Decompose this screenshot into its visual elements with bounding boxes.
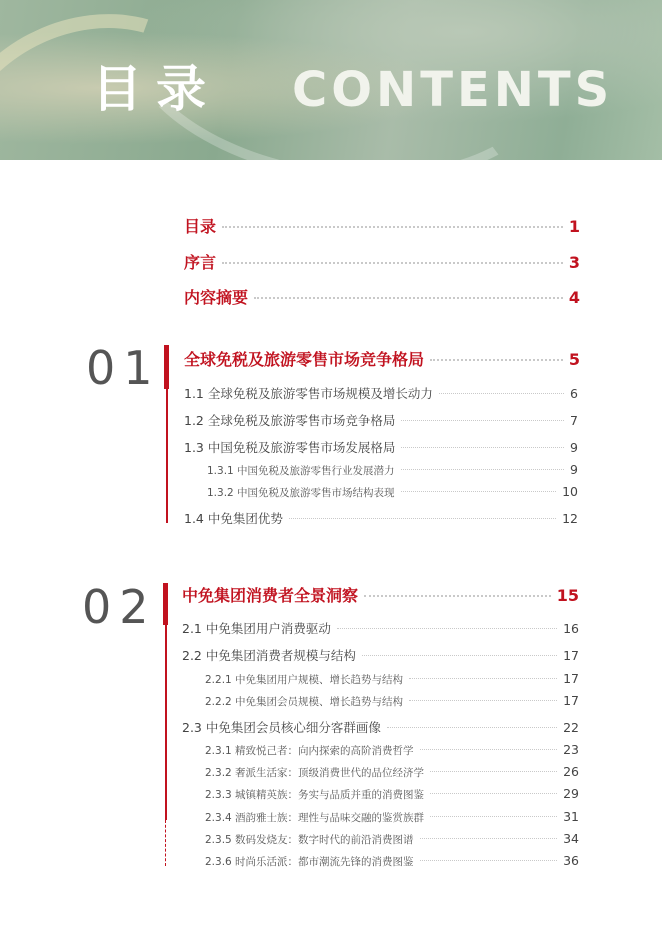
toc-page-number: 7	[570, 413, 578, 428]
toc-entry-front[interactable]	[184, 250, 580, 273]
dot-leader	[387, 727, 557, 728]
dot-leader	[289, 518, 556, 519]
toc-entry[interactable]	[184, 438, 578, 456]
dot-leader	[409, 700, 557, 701]
dot-leader	[362, 655, 557, 656]
section-guide-line	[165, 625, 167, 820]
toc-subentry[interactable]	[205, 671, 579, 687]
toc-entry[interactable]	[182, 718, 579, 736]
toc-entry-label: 2.2.2 中免集团会员规模、增长趋势与结构	[205, 696, 404, 708]
toc-entry-label: 目录	[184, 217, 217, 236]
toc-subentry[interactable]	[207, 462, 578, 478]
toc-entry-label: 2.1 中免集团用户消费驱动	[182, 621, 331, 636]
toc-section-heading[interactable]	[184, 347, 580, 370]
dot-leader	[430, 816, 557, 817]
toc-page-number: 31	[563, 809, 579, 824]
dot-leader	[430, 793, 557, 794]
toc-page-number: 17	[563, 693, 579, 708]
section-number: 02	[82, 580, 157, 634]
toc-page-number: 10	[562, 484, 578, 499]
dot-leader	[430, 359, 563, 361]
toc-entry-label: 2.2.1 中免集团用户规模、增长趋势与结构	[205, 674, 404, 686]
section-number: 01	[86, 341, 161, 395]
toc-entry[interactable]	[182, 646, 579, 664]
toc-page-number: 29	[563, 786, 579, 801]
dot-leader	[409, 678, 557, 679]
toc-entry-label: 2.3.5 数码发烧友：数字时代的前沿消费图谱	[205, 834, 414, 846]
toc-subentry[interactable]	[205, 786, 579, 802]
toc-entry-label: 中免集团消费者全景洞察	[182, 586, 359, 605]
toc-subentry[interactable]	[205, 853, 579, 869]
dot-leader	[364, 595, 551, 597]
toc-page-number: 3	[568, 253, 580, 272]
toc-page-number: 15	[556, 586, 579, 605]
toc-entry-front[interactable]	[184, 285, 580, 308]
toc-entry-label: 1.3.2 中国免税及旅游零售市场结构表现	[207, 487, 395, 499]
toc-page-number: 17	[563, 671, 579, 686]
toc-entry-label: 1.2 全球免税及旅游零售市场竞争格局	[184, 413, 396, 428]
page-title-cn: 目录	[92, 60, 220, 118]
toc-entry-label: 2.3.3 城镇精英族：务实与品质并重的消费图鉴	[205, 789, 425, 801]
toc-entry-label: 2.3.2 奢派生活家：顶级消费世代的品位经济学	[205, 767, 425, 779]
toc-entry-label: 序言	[184, 253, 217, 272]
toc-entry-front[interactable]	[184, 214, 580, 237]
toc-page-number: 36	[563, 853, 579, 868]
toc-entry[interactable]	[184, 384, 578, 402]
toc-entry[interactable]	[182, 619, 579, 637]
section-guide-line-dashed	[165, 820, 166, 866]
toc-page-number: 12	[562, 511, 578, 526]
toc-entry-label: 2.3.1 精致悦己者：向内探索的高阶消费哲学	[205, 745, 414, 757]
toc-entry-label: 2.3.4 酒韵雅士族：理性与品味交融的鉴赏族群	[205, 812, 425, 824]
toc-page-number: 17	[563, 648, 579, 663]
toc-page-number: 9	[570, 440, 578, 455]
dot-leader	[401, 491, 557, 492]
dot-leader	[337, 628, 557, 629]
section-accent-bar	[163, 583, 168, 625]
toc-subentry[interactable]	[205, 693, 579, 709]
dot-leader	[222, 226, 563, 228]
toc-page-number: 34	[563, 831, 579, 846]
dot-leader	[401, 420, 564, 421]
toc-page-number: 22	[563, 720, 579, 735]
toc-subentry[interactable]	[205, 809, 579, 825]
dot-leader	[420, 749, 558, 750]
dot-leader	[222, 262, 563, 264]
toc-entry-label: 内容摘要	[184, 288, 249, 307]
dot-leader	[430, 771, 557, 772]
toc-page-number: 1	[568, 217, 580, 236]
toc-entry-label: 2.2 中免集团消费者规模与结构	[182, 648, 356, 663]
toc-entry-label: 全球免税及旅游零售市场竞争格局	[184, 350, 425, 369]
dot-leader	[420, 860, 558, 861]
section-guide-line	[166, 389, 168, 523]
toc-page-number: 5	[568, 350, 580, 369]
toc-entry-label: 1.4 中免集团优势	[184, 511, 283, 526]
header-banner	[0, 0, 662, 160]
toc-subentry[interactable]	[205, 831, 579, 847]
toc-entry-label: 2.3 中免集团会员核心细分客群画像	[182, 720, 381, 735]
page-title-en: CONTENTS	[292, 62, 614, 118]
toc-page-number: 23	[563, 742, 579, 757]
toc-page-number: 16	[563, 621, 579, 636]
dot-leader	[401, 447, 564, 448]
toc-entry-label: 1.3.1 中国免税及旅游零售行业发展潜力	[207, 465, 395, 477]
toc-entry-label: 2.3.6 时尚乐活派：都市潮流先锋的消费图鉴	[205, 856, 414, 868]
toc-subentry[interactable]	[207, 484, 578, 500]
dot-leader	[420, 838, 558, 839]
toc-entry-label: 1.3 中国免税及旅游零售市场发展格局	[184, 440, 396, 455]
toc-page-number: 6	[570, 386, 578, 401]
toc-page-number: 9	[570, 462, 578, 477]
dot-leader	[439, 393, 564, 394]
toc-page-number: 26	[563, 764, 579, 779]
toc-section-heading[interactable]	[182, 583, 579, 606]
toc-entry[interactable]	[184, 509, 578, 527]
toc-subentry[interactable]	[205, 742, 579, 758]
dot-leader	[401, 469, 564, 470]
dot-leader	[254, 297, 563, 299]
toc-subentry[interactable]	[205, 764, 579, 780]
toc-entry-label: 1.1 全球免税及旅游零售市场规模及增长动力	[184, 386, 433, 401]
section-accent-bar	[164, 345, 169, 389]
toc-entry[interactable]	[184, 411, 578, 429]
toc-page-number: 4	[568, 288, 580, 307]
